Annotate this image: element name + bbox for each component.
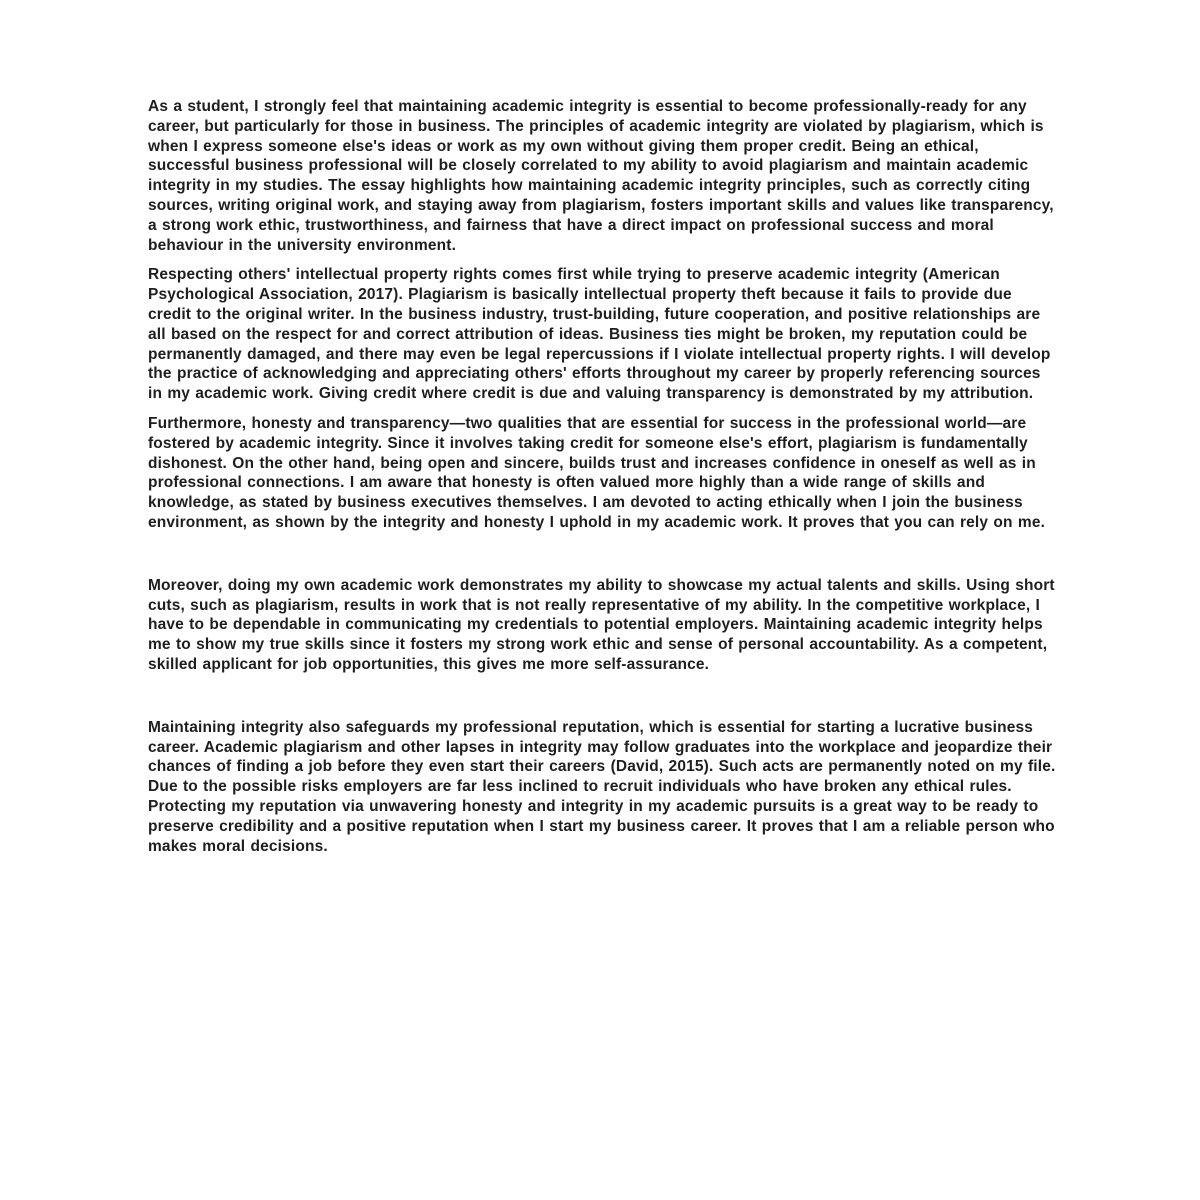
essay-body	[148, 97, 1056, 866]
essay-paragraph-intellectual-property: Respecting others' intellectual property rights comes first while trying to preserve academic integrity (American Psychological Association, 2017). Plagiarism is basically intellectual property theft because it fails to provide due credit to the original writer. In the business industry, trust-building, future cooperation, and positive relationships are all based on the respect for and correct attribution of ideas. Business ties might be broken, my reputation could be permanently damaged, and there may even be legal repercussions if I violate intellectual property rights. I will develop the practice of acknowledging and appreciating others' efforts throughout my career by properly referencing sources in my academic work. Giving credit where credit is due and valuing transparency is demonstrated by my attribution.	[148, 266, 1051, 403]
essay-paragraph-own-work: Moreover, doing my own academic work demonstrates my ability to showcase my actual talents and skills. Using short cuts, such as plagiarism, results in work that is not really representative of my ability. In the competitive workplace, I have to be dependable in communicating my credentials to potential employers. Maintaining academic integrity helps me to show my true skills since it fosters my strong work ethic and sense of personal accountability. As a competent, skilled applicant for job opportunities, this gives me more self-assurance.	[148, 576, 1055, 673]
essay-paragraph-intro: As a student, I strongly feel that maintaining academic integrity is essential to become professionally-ready for any career, but particularly for those in business. The principles of academic integrity are violated by plagiarism, which is when I express someone else's ideas or work as my own without giving them proper credit. Being an ethical, successful business professional will be closely correlated to my ability to avoid plagiarism and maintain academic integrity in my studies. The essay highlights how maintaining academic integrity principles, such as correctly citing sources, writing original work, and staying away from plagiarism, fosters important skills and values like transparency, a strong work ethic, trustworthiness, and fairness that have a direct impact on professional success and moral behaviour in the university environment.	[148, 98, 1054, 254]
essay-paragraph-reputation: Maintaining integrity also safeguards my professional reputation, which is essential for starting a lucrative business career. Academic plagiarism and other lapses in integrity may follow graduates into the workplace and jeopardize their chances of finding a job before they even start their careers (David, 2015). Such acts are permanently noted on my file. Due to the possible risks employers are far less inclined to recruit individuals who have broken any ethical rules. Protecting my reputation via unwavering honesty and integrity in my academic pursuits is a great way to be ready to preserve credibility and a positive reputation when I start my business career. It proves that I am a reliable person who makes moral decisions.	[148, 718, 1056, 855]
essay-paragraph-honesty-transparency: Furthermore, honesty and transparency—two qualities that are essential for success in the professional world—are fostered by academic integrity. Since it involves taking credit for someone else's effort, plagiarism is fundamentally dishonest. On the other hand, being open and sincere, builds trust and increases confidence in oneself as well as in professional connections. I am aware that honesty is often valued more highly than a wide range of skills and knowledge, as stated by business executives themselves. I am devoted to acting ethically when I join the business environment, as shown by the integrity and honesty I uphold in my academic work. It proves that you can rely on me.	[148, 414, 1046, 531]
